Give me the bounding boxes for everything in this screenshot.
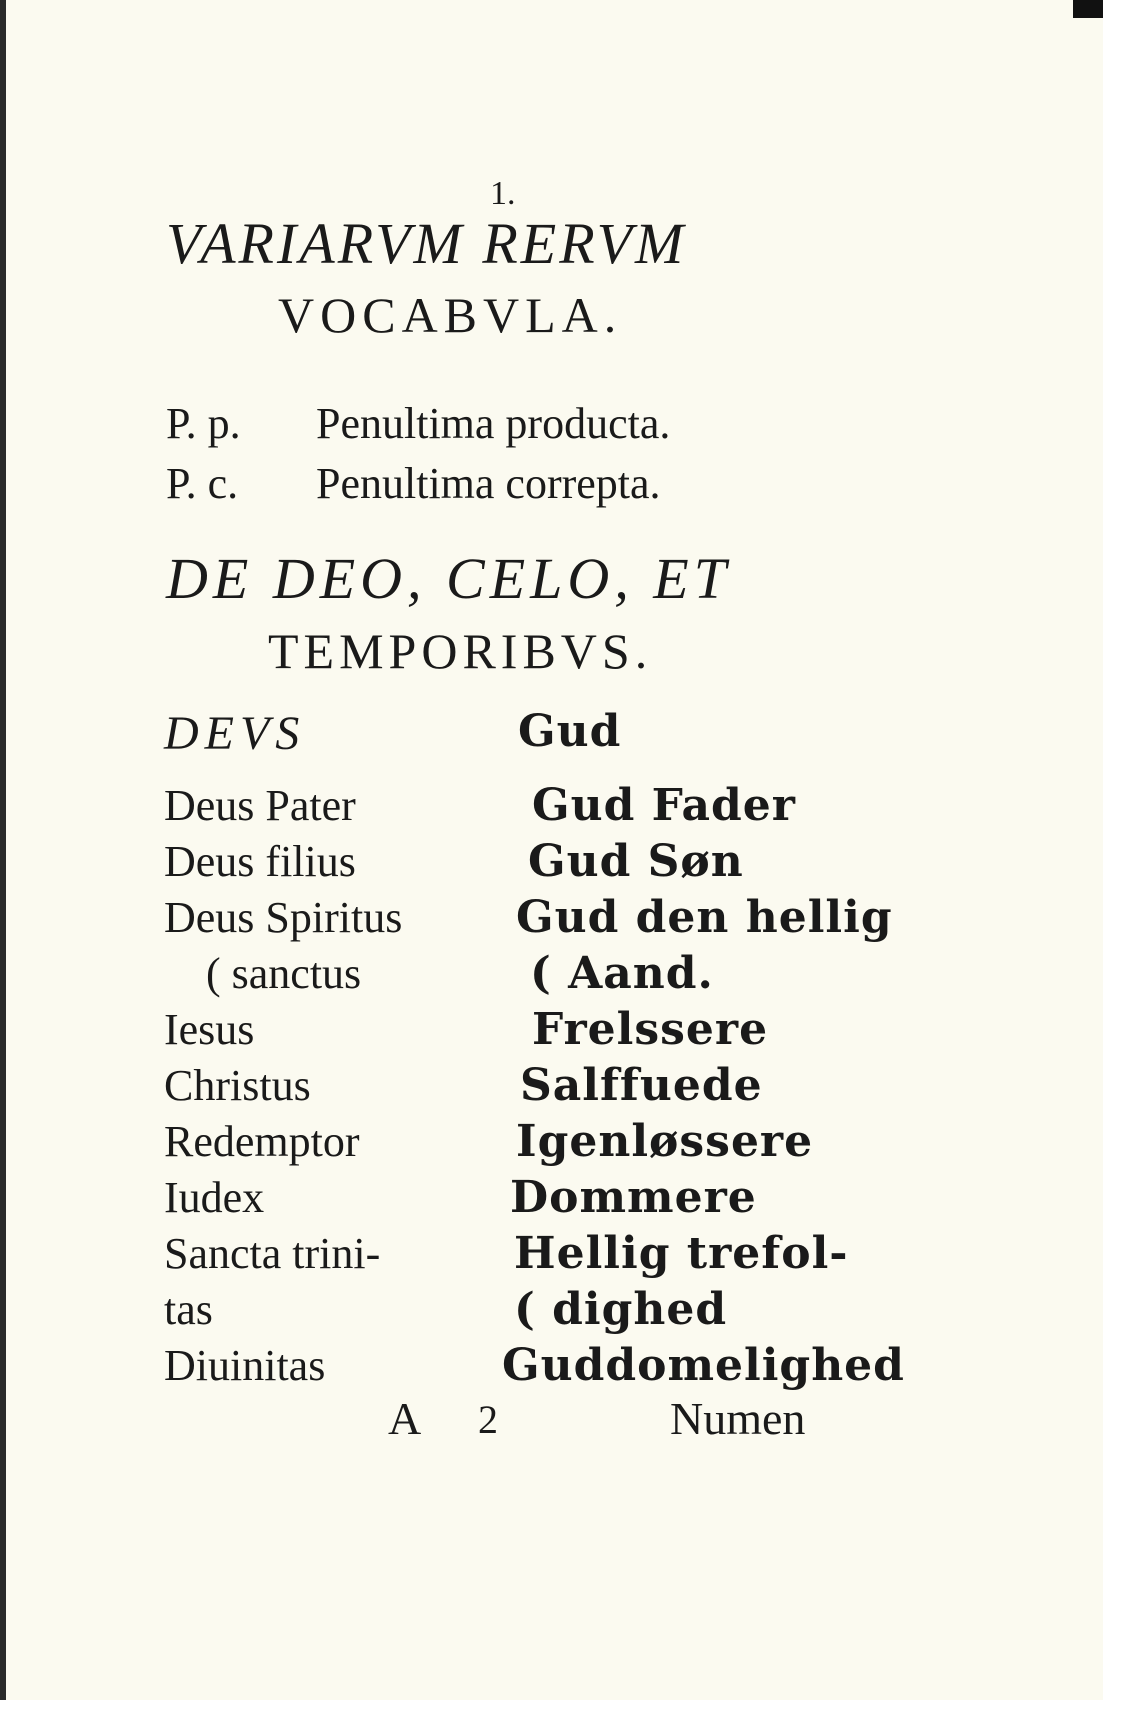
- danish-term: Gud: [518, 706, 622, 757]
- note-2-label: P. c.: [166, 459, 239, 508]
- latin-term: Deus filius: [164, 837, 356, 886]
- latin-term: Deus Spiritus: [164, 893, 403, 942]
- latin-term: Diuinitas: [164, 1341, 326, 1390]
- signature-number: 2: [478, 1397, 498, 1442]
- danish-term: Guddomelighed: [502, 1340, 905, 1391]
- latin-term: Redemptor: [164, 1117, 360, 1166]
- danish-term: Gud den hellig: [516, 892, 893, 943]
- scan-corner-mark: [1073, 0, 1103, 18]
- signature-letter: A: [388, 1393, 422, 1444]
- latin-term: DEVS: [164, 707, 306, 760]
- section-heading-line-1: DE DEO, CELO, ET: [166, 546, 731, 611]
- note-2-text: Penultima correpta.: [316, 459, 661, 508]
- latin-term: Christus: [164, 1061, 311, 1110]
- catchword: Numen: [670, 1393, 806, 1444]
- danish-term: Gud Fader: [532, 780, 796, 831]
- danish-term: Gud Søn: [528, 836, 744, 887]
- title-line-2: VOCABVLA.: [278, 287, 623, 343]
- latin-term: tas: [164, 1285, 213, 1334]
- latin-term: Iesus: [164, 1005, 255, 1054]
- section-heading-line-2: TEMPORIBVS.: [268, 623, 653, 679]
- danish-term: Dommere: [510, 1172, 757, 1223]
- latin-term: Iudex: [164, 1173, 265, 1222]
- scan-margin: [1103, 0, 1136, 1709]
- page-number: 1.: [490, 175, 516, 212]
- latin-term: ( sanctus: [206, 949, 362, 998]
- latin-term: Deus Pater: [164, 781, 356, 830]
- danish-term: Igenløssere: [516, 1116, 814, 1167]
- danish-term: Salffuede: [520, 1060, 763, 1111]
- danish-term: Hellig trefol-: [514, 1228, 849, 1279]
- danish-term: ( Aand.: [530, 948, 714, 999]
- danish-term: ( dighed: [514, 1284, 728, 1335]
- danish-term: Frelssere: [532, 1004, 769, 1055]
- title-line-1: VARIARVM RERVM: [166, 211, 687, 276]
- latin-term: Sancta trini-: [164, 1229, 381, 1278]
- note-1-text: Penultima producta.: [316, 399, 671, 448]
- note-1-label: P. p.: [166, 399, 241, 448]
